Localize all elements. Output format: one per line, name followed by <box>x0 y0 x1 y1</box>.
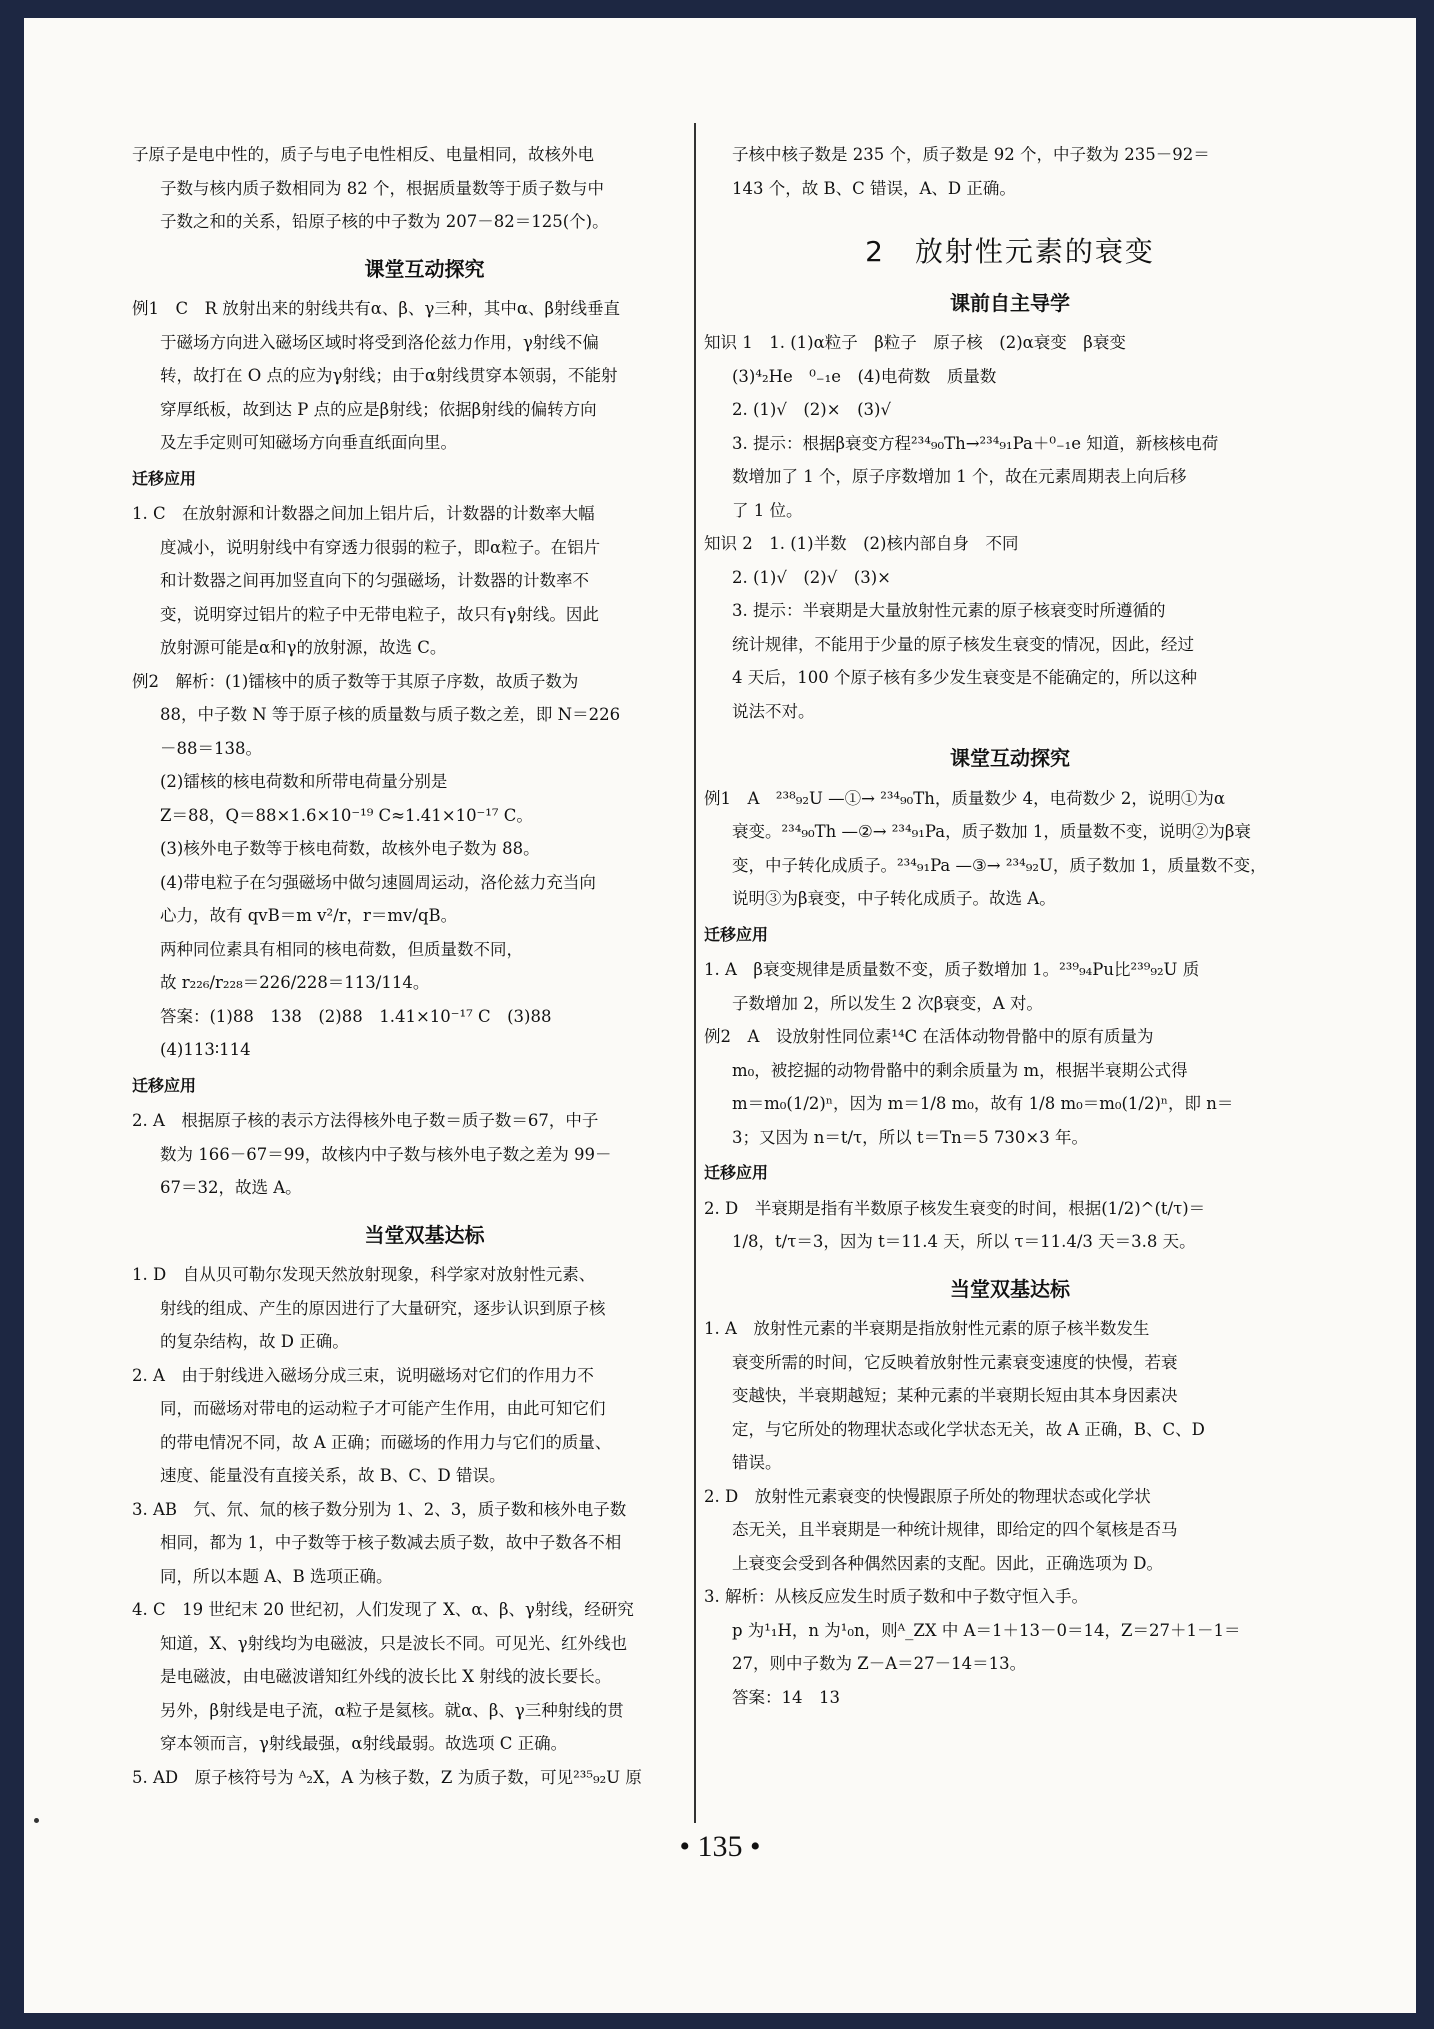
text-line: 上衰变会受到各种偶然因素的支配。因此，正确选项为 D。 <box>732 1553 1163 1573</box>
subsection-label: 迁移应用 <box>132 468 197 488</box>
text-line: 定，与它所处的物理状态或化学状态无关，故 A 正确，B、C、D <box>732 1419 1205 1439</box>
page-number: • 135 • <box>679 1830 761 1863</box>
text-line: 2. A 由于射线进入磁场分成三束，说明磁场对它们的作用力不 <box>132 1365 594 1385</box>
text-line: 4. C 19 世纪末 20 世纪初，人们发现了 X、α、β、γ射线，经研究 <box>132 1600 634 1619</box>
text-line: 变，说明穿过铝片的粒子中无带电粒子，故只有γ射线。因此 <box>160 604 599 624</box>
section-heading: 课前自主导学 <box>950 290 1070 315</box>
text-line: 子数与核内质子数相同为 82 个，根据质量数等于质子数与中 <box>160 178 604 198</box>
text-line: 故 r₂₂₆/r₂₂₈＝226/228＝113/114。 <box>160 973 430 992</box>
text-line: 同，而磁场对带电的运动粒子才可能产生作用，由此可知它们 <box>160 1399 606 1418</box>
text-line: 了 1 位。 <box>732 500 803 520</box>
text-line: 子原子是电中性的，质子与电子电性相反、电量相同，故核外电 <box>132 145 594 164</box>
subsection-label: 迁移应用 <box>704 924 769 944</box>
text-line: (4)113∶114 <box>160 1040 251 1059</box>
text-line: 数增加了 1 个，原子序数增加 1 个，故在元素周期表上向后移 <box>732 467 1187 486</box>
text-line: 知识 2 1. (1)半数 (2)核内部自身 不同 <box>704 534 1019 553</box>
text-line: 1/8，t/τ＝3，因为 t＝11.4 天，所以 τ＝11.4/3 天＝3.8 天。 <box>732 1232 1196 1251</box>
text-line: －88＝138。 <box>160 738 262 758</box>
text-line: 例1 C R 放射出来的射线共有α、β、γ三种，其中α、β射线垂直 <box>132 299 621 318</box>
text-line: 子数增加 2，所以发生 2 次β衰变，A 对。 <box>732 993 1043 1013</box>
text-line: (3)⁴₂He ⁰₋₁e (4)电荷数 质量数 <box>732 366 997 386</box>
text-line: 是电磁波，由电磁波谱知红外线的波长比 X 射线的波长要长。 <box>160 1667 612 1686</box>
text-line: 2. D 半衰期是指有半数原子核发生衰变的时间，根据(1/2)^(t/τ)＝ <box>704 1198 1206 1218</box>
text-line: 度减小，说明射线中有穿透力很弱的粒子，即α粒子。在铝片 <box>160 537 601 557</box>
text-line: 转，故打在 O 点的应为γ射线；由于α射线贯穿本领弱，不能射 <box>160 366 618 385</box>
section-heading: 当堂双基达标 <box>364 1222 485 1247</box>
text-line: 衰变所需的时间，它反映着放射性元素衰变速度的快慢，若衰 <box>732 1352 1178 1372</box>
left-column <box>132 138 717 1794</box>
text-line: Z＝88，Q＝88×1.6×10⁻¹⁹ C≈1.41×10⁻¹⁷ C。 <box>160 805 533 825</box>
text-line: (2)镭核的核电荷数和所带电荷量分别是 <box>160 772 448 791</box>
text-line: 数为 166－67＝99，故核内中子数与核外电子数之差为 99－ <box>160 1144 612 1164</box>
text-line: 4 天后，100 个原子核有多少发生衰变是不能确定的，所以这种 <box>732 668 1197 687</box>
text-line: 88，中子数 N 等于原子核的质量数与质子数之差，即 N＝226 <box>160 705 621 724</box>
text-line: 及左手定则可知磁场方向垂直纸面向里。 <box>160 433 457 452</box>
text-line: (4)带电粒子在匀强磁场中做匀速圆周运动，洛伦兹力充当向 <box>160 872 596 892</box>
text-line: 例2 A 设放射性同位素¹⁴C 在活体动物骨骼中的原有质量为 <box>704 1027 1154 1046</box>
text-line: 2. A 根据原子核的表示方法得核外电子数＝质子数＝67，中子 <box>132 1111 599 1130</box>
text-line: 错误。 <box>732 1453 782 1472</box>
subsection-label: 迁移应用 <box>704 1163 769 1182</box>
text-line: 3. 提示：根据β衰变方程²³⁴₉₀Th→²³⁴₉₁Pa＋⁰₋₁e 知道，新核核电荷 <box>732 433 1219 453</box>
text-line: m₀，被挖掘的动物骨骼中的剩余质量为 m，根据半衰期公式得 <box>732 1060 1188 1080</box>
text-line: (3)核外电子数等于核电荷数，故核外电子数为 88。 <box>160 839 540 858</box>
text-line: 于磁场方向进入磁场区域时将受到洛伦兹力作用，γ射线不偏 <box>160 332 599 352</box>
text-line: 子数之和的关系，铅原子核的中子数为 207－82＝125(个)。 <box>160 212 609 231</box>
text-line: m＝m₀(1/2)ⁿ，因为 m＝1/8 m₀，故有 1/8 m₀＝m₀(1/2)ⁿ，即 n＝ <box>732 1094 1234 1113</box>
text-line: 例2 解析：(1)镭核中的质子数等于其原子序数，故质子数为 <box>132 671 579 691</box>
text-line: 心力，故有 qvB＝m v²/r，r＝mv/qB。 <box>160 906 458 925</box>
text-line: 速度、能量没有直接关系，故 B、C、D 错误。 <box>160 1466 506 1485</box>
text-line: 穿厚纸板，故到达 P 点的应是β射线；依据β射线的偏转方向 <box>160 399 597 419</box>
text-line: 知道，X、γ射线均为电磁波，只是波长不同。可见光、红外线也 <box>160 1633 628 1653</box>
text-line: 1. C 在放射源和计数器之间加上铝片后，计数器的计数率大幅 <box>132 504 595 523</box>
text-line: 2. (1)√ (2)× (3)√ <box>732 400 891 419</box>
section-heading: 当堂双基达标 <box>950 1276 1070 1301</box>
text-line: 1. A 放射性元素的半衰期是指放射性元素的原子核半数发生 <box>704 1319 1150 1338</box>
text-line: 知识 1 1. (1)α粒子 β粒子 原子核 (2)α衰变 β衰变 <box>704 333 1126 352</box>
text-line: 2. (1)√ (2)√ (3)× <box>732 567 891 587</box>
text-line: 同，所以本题 A、B 选项正确。 <box>160 1566 393 1586</box>
text-line: 3；又因为 n＝t/τ，所以 t＝Tn＝5 730×3 年。 <box>732 1127 1088 1147</box>
text-line: 3. 提示：半衰期是大量放射性元素的原子核衰变时所遵循的 <box>732 601 1166 620</box>
text-line: 的复杂结构，故 D 正确。 <box>160 1332 349 1351</box>
text-line: 3. 解析：从核反应发生时质子数和中子数守恒入手。 <box>704 1587 1088 1606</box>
text-line: 143 个，故 B、C 错误，A、D 正确。 <box>732 178 1016 198</box>
text-line: 变越快，半衰期越短；某种元素的半衰期长短由其本身因素决 <box>732 1386 1178 1405</box>
chapter-title: 2 放射性元素的衰变 <box>865 235 1155 268</box>
subsection-label: 迁移应用 <box>132 1075 197 1095</box>
text-line: 答案：14 13 <box>732 1687 840 1707</box>
stray-mark <box>34 1818 39 1823</box>
text-line: 的带电情况不同，故 A 正确；而磁场的作用力与它们的质量、 <box>160 1432 612 1452</box>
page-sheet <box>24 18 1416 2013</box>
text-line: 另外，β射线是电子流，α粒子是氦核。就α、β、γ三种射线的贯 <box>160 1700 624 1720</box>
text-line: 穿本领而言，γ射线最强，α射线最弱。故选项 C 正确。 <box>160 1734 568 1753</box>
text-line: 放射源可能是α和γ的放射源，故选 C。 <box>160 638 447 657</box>
text-line: 和计数器之间再加竖直向下的匀强磁场，计数器的计数率不 <box>160 571 589 590</box>
text-line: 1. A β衰变规律是质量数不变，质子数增加 1。²³⁹₉₄Pu比²³⁹₉₂U 质 <box>704 960 1200 979</box>
text-line: 射线的组成、产生的原因进行了大量研究，逐步认识到原子核 <box>160 1298 606 1318</box>
text-line: 67＝32，故选 A。 <box>160 1178 302 1197</box>
text-line: 说明③为β衰变，中子转化成质子。故选 A。 <box>732 889 1056 908</box>
section-heading: 课堂互动探究 <box>364 256 485 281</box>
section-heading: 课堂互动探究 <box>950 746 1070 770</box>
text-line: 2. D 放射性元素衰变的快慢跟原子所处的物理状态或化学状 <box>704 1486 1151 1506</box>
text-line: 5. AD 原子核符号为 ᴬ₂X，A 为核子数，Z 为质子数，可见²³⁵₉₂U 原 <box>132 1767 642 1787</box>
column-divider <box>694 123 696 1823</box>
text-line: 3. AB 氕、氘、氚的核子数分别为 1、2、3，质子数和核外电子数 <box>132 1499 627 1519</box>
text-line: 子核中核子数是 235 个，质子数是 92 个，中子数为 235－92＝ <box>732 145 1210 164</box>
text-line: 态无关，且半衰期是一种统计规律，即给定的四个氡核是否马 <box>732 1520 1178 1539</box>
text-line: 衰变。²³⁴₉₀Th —②→ ²³⁴₉₁Pa，质子数加 1，质量数不变，说明②为β衰 <box>732 822 1251 841</box>
text-line: 相同，都为 1，中子数等于核子数减去质子数，故中子数各不相 <box>160 1533 622 1552</box>
text-line: 变，中子转化成质子。²³⁴₉₁Pa —③→ ²³⁴₉₂U，质子数加 1，质量数不变， <box>732 855 1267 875</box>
text-line: 1. D 自从贝可勒尔发现天然放射现象，科学家对放射性元素、 <box>132 1265 596 1284</box>
right-column <box>704 138 1316 1714</box>
text-line: 27，则中子数为 Z－A＝27－14＝13。 <box>732 1654 1027 1673</box>
text-line: 答案：(1)88 138 (2)88 1.41×10⁻¹⁷ C (3)88 <box>160 1006 552 1026</box>
text-line: 两种同位素具有相同的核电荷数，但质量数不同， <box>160 939 523 959</box>
text-line: 说法不对。 <box>732 701 815 721</box>
text-line: 例1 A ²³⁸₉₂U —①→ ²³⁴₉₀Th，质量数少 4，电荷数少 2，说明①为α <box>704 788 1226 808</box>
text-line: p 为¹₁H，n 为¹₀n，则ᴬ_ZX 中 A＝1＋13－0＝14，Z＝27＋1－1＝ <box>732 1620 1241 1640</box>
text-line: 统计规律，不能用于少量的原子核发生衰变的情况，因此，经过 <box>732 634 1194 654</box>
